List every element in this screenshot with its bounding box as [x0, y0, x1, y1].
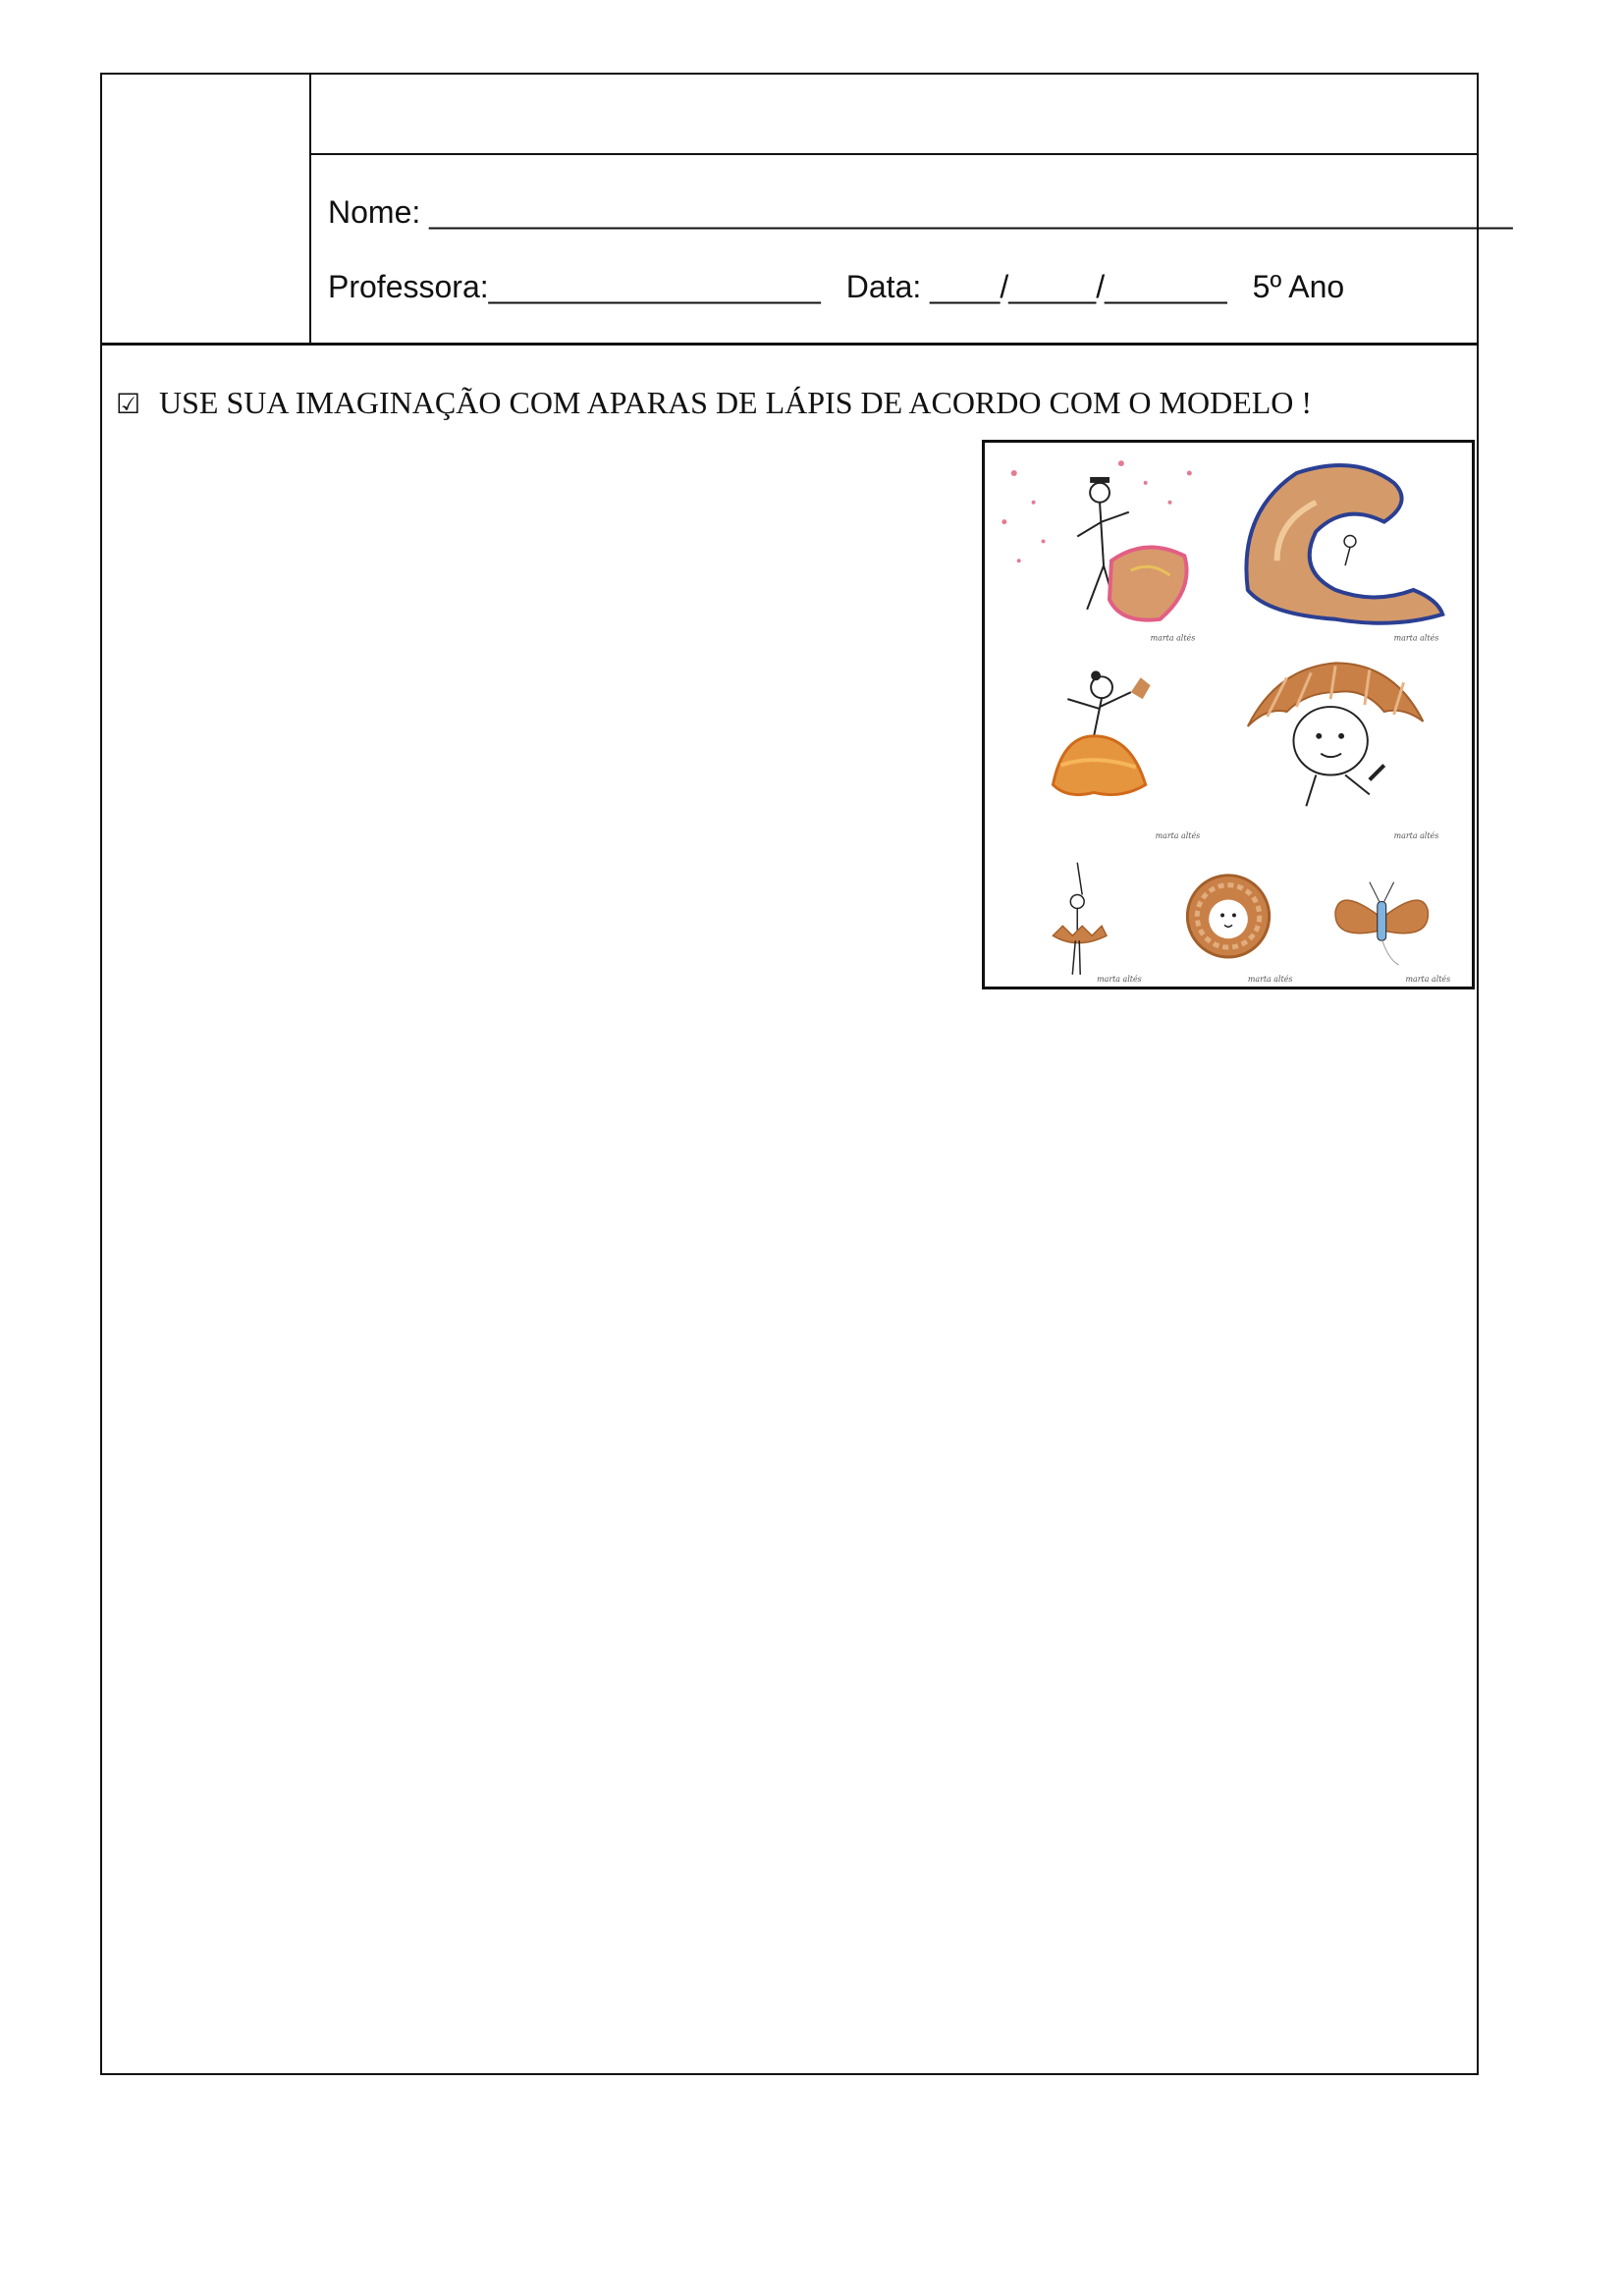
logo-cell: [102, 75, 311, 343]
model-image: [982, 440, 1475, 989]
illustration-ballerina: [1053, 863, 1141, 984]
svg-text:marta altés: marta altés: [1405, 974, 1451, 984]
illustration-flamenco-dancer: [1053, 670, 1200, 840]
svg-text:marta altés: marta altés: [1097, 974, 1142, 984]
teacher-label: Professora:: [328, 269, 489, 304]
checkbox-checked-icon: ☑: [116, 388, 141, 420]
svg-text:marta altés: marta altés: [1393, 830, 1439, 840]
instruction-line: [116, 385, 1312, 421]
illustration-mohawk-boy: [1248, 663, 1438, 840]
worksheet-frame: [100, 73, 1513, 2075]
illustration-dancer-man: [1001, 460, 1195, 643]
grade-label: 5º Ano: [1252, 269, 1345, 304]
instruction-text: USE SUA IMAGINAÇÃO COM APARAS DE LÁPIS DE ACORDO COM O MODELO !: [159, 385, 1313, 420]
worksheet-header: [102, 75, 1513, 346]
date-label: Data:: [845, 269, 922, 304]
illustration-butterfly: [1335, 882, 1450, 984]
signature: marta altés: [1150, 633, 1196, 643]
date-blanks[interactable]: ____/_____/_______: [930, 269, 1227, 304]
svg-text:marta altés: marta altés: [1247, 974, 1293, 984]
teacher-date-row: [328, 271, 1344, 302]
svg-text:marta altés: marta altés: [1155, 830, 1201, 840]
title-row: [311, 75, 1477, 155]
illustration-wave-surfer: [1246, 465, 1442, 643]
name-label: Nome:: [328, 194, 421, 230]
svg-text:marta altés: marta altés: [1393, 633, 1439, 643]
name-field[interactable]: [328, 196, 1513, 228]
pencil-shavings-illustrations: [985, 443, 1472, 987]
illustration-lion: [1187, 876, 1292, 984]
teacher-blank[interactable]: ___________________: [488, 269, 821, 304]
name-blank[interactable]: ______________________________________________________________: [429, 194, 1513, 230]
